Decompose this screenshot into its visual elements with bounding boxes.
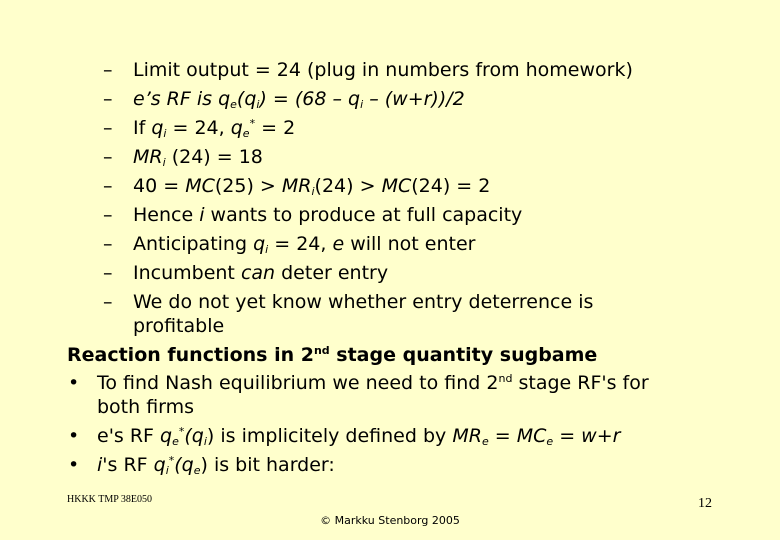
dash-marker: –: [103, 117, 113, 139]
bullet-text: e's RF $q_e^*(q_i)$ is implicitely defined by $MR_e = MC_e = w+r$: [97, 425, 621, 448]
dash-marker: –: [103, 204, 113, 226]
sub-item-text: profitable: [133, 315, 225, 337]
dash-marker: –: [103, 88, 113, 110]
bullet-text: i's RF $q_i^*(q_e)$ is bit harder:: [97, 454, 335, 477]
dash-marker: –: [103, 146, 113, 168]
dash-marker: –: [103, 59, 113, 81]
bullet-marker: •: [68, 372, 80, 394]
bullet-marker: •: [68, 425, 80, 447]
sub-item-text: Anticipating $q_i = 24$, e will not enter: [133, 233, 476, 256]
sub-item-text: We do not yet know whether entry deterrence is: [133, 291, 594, 313]
page-number: 12: [698, 496, 712, 511]
sub-item-text: $MR_i$ (24) = 18: [133, 146, 263, 169]
sub-item-text: Incumbent can deter entry: [133, 262, 389, 284]
course-code: HKKK TMP 38E050: [67, 494, 153, 505]
sub-item-text: Hence i wants to produce at full capacity: [133, 204, 523, 226]
bullet-text: To find Nash equilibrium we need to find 2nd stage RF's for: [97, 372, 649, 394]
sub-item-text: $40 = MC(25) > MR_i(24) > MC(24) = 2$: [133, 175, 491, 198]
dash-marker: –: [103, 262, 113, 284]
dash-marker: –: [103, 175, 113, 197]
dash-marker: –: [103, 291, 113, 313]
bullet-marker: •: [68, 454, 80, 476]
sub-item-text: Limit output = 24 (plug in numbers from homework): [133, 59, 633, 81]
dash-marker: –: [103, 233, 113, 255]
section-heading: Reaction functions in 2nd stage quantity sugbame: [67, 344, 598, 366]
bullet-text: both firms: [97, 396, 195, 418]
sub-item-text: e’s RF is $q_e(q_i) = (68 - q_i - (w+r))/2$: [133, 88, 465, 111]
sub-item-text: If $q_i = 24$, $q_e^* = 2$: [133, 117, 296, 140]
copyright-notice: © Markku Stenborg 2005: [320, 514, 460, 527]
